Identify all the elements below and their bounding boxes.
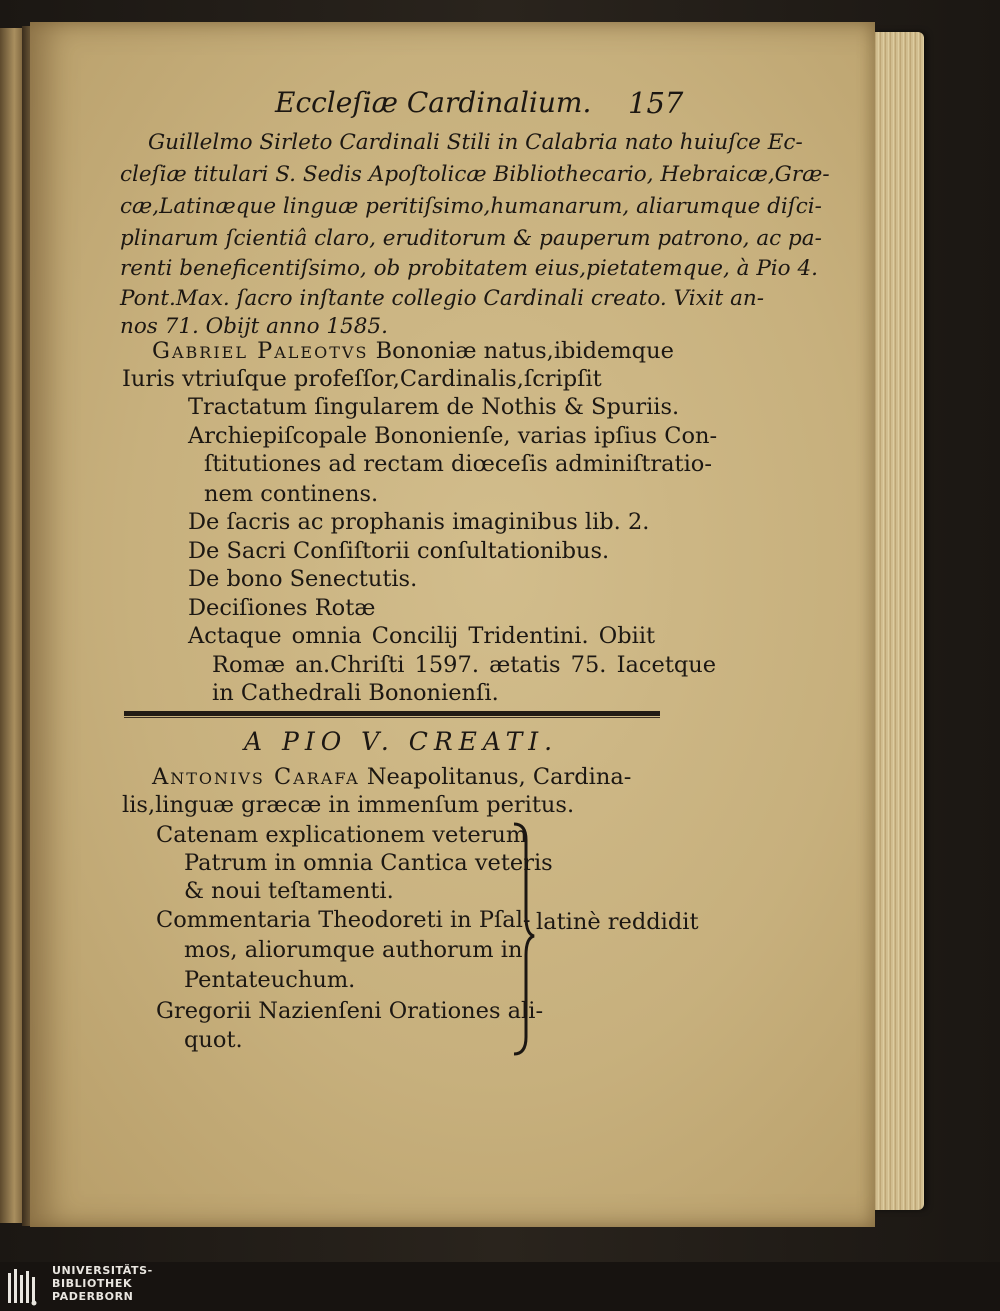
gabriel-work-7: Actaque omnia Concilij Tridentini. Obiit [188,623,656,649]
section-divider-thin [124,717,660,718]
gabriel-name: Gabriel Paleotvs [152,338,369,364]
library-logo-icon [6,1265,42,1307]
antonius-work-1: Catenam explicationem veterum [156,822,528,848]
sirleto-line-6: Pont.Max. ſacro inſtante collegio Cardinali creato. Vixit an- [120,286,765,311]
gabriel-intro-rest: Bononiæ natus,ibidemque [375,338,674,364]
page-stack-edge [872,32,924,1210]
gabriel-burial: in Cathedrali Bononienſi. [212,680,499,706]
gabriel-line-2: Iuris vtriuſque profeſſor,Cardinalis,ſcripſit [122,366,602,392]
gabriel-intro [152,338,674,364]
antonius-work-1-end: & noui teſtamenti. [184,878,394,904]
section-heading: A PIO V. CREATI. [244,727,559,756]
page-number: 157 [628,86,684,120]
antonius-work-3-end: quot. [184,1027,243,1053]
sirleto-line-5: renti beneficentiſsimo, ob probitatem eius,pietatemque, à Pio 4. [120,256,818,281]
library-name-line-2: BIBLIOTHEK [52,1277,133,1290]
gabriel-work-2-cont: ſtitutiones ad rectam diœceſis adminiſtratio- [204,451,712,477]
antonius-name: Antonivs Carafa [152,764,360,790]
sirleto-line-4: plinarum ſcientiâ claro, eruditorum & pauperum patrono, ac pa- [120,226,822,251]
antonius-work-1-cont: Patrum in omnia Cantica veteris [184,850,553,876]
sirleto-line-1: Guillelmo Sirleto Cardinali Stili in Calabria nato huiuſce Ec- [148,130,803,155]
brace-note: latinè reddidit [536,909,699,935]
gabriel-work-4: De Sacri Conſiſtorii conſultationibus. [188,538,610,564]
antonius-intro [152,764,631,790]
antonius-intro-rest: Neapolitanus, Cardina- [366,764,632,790]
running-header: Eccleſiæ Cardinalium. [275,86,592,119]
gabriel-work-1: Tractatum ſingularem de Nothis & Spuriis. [188,394,680,420]
antonius-line-2: lis,linguæ græcæ in immenſum peritus. [122,792,575,818]
sirleto-line-3: cæ,Latinæque linguæ peritiſsimo,humanarum, aliarumque diſci- [120,194,822,219]
antonius-work-2-cont: mos, aliorumque authorum in [184,937,523,963]
sirleto-line-2: cleſiæ titulari S. Sedis Apoſtolicæ Bibliothecario, Hebraicæ,Græ- [120,162,830,187]
gabriel-work-3: De ſacris ac prophanis imaginibus lib. 2. [188,509,650,535]
gabriel-work-5: De bono Senectutis. [188,566,418,592]
section-divider [124,711,660,716]
antonius-work-2: Commentaria Theodoreti in Pſal- [156,907,531,933]
curly-brace [506,822,536,1057]
gabriel-work-2: Archiepiſcopale Bononienſe, varias ipſius Con- [188,423,718,449]
antonius-work-3: Gregorii Nazienſeni Orationes ali- [156,998,544,1024]
gabriel-work-6: Deciſiones Rotæ [188,595,376,621]
library-name-line-3: PADERBORN [52,1290,134,1303]
gabriel-work-2-end: nem continens. [204,481,379,507]
antonius-work-2-end: Pentateuchum. [184,967,356,993]
gabriel-death: Romæ an.Chriſti 1597. ætatis 75. Iacetque [212,652,717,678]
sirleto-line-7: nos 71. Obijt anno 1585. [120,314,388,339]
library-name-line-1: UNIVERSITÄTS- [52,1264,153,1277]
